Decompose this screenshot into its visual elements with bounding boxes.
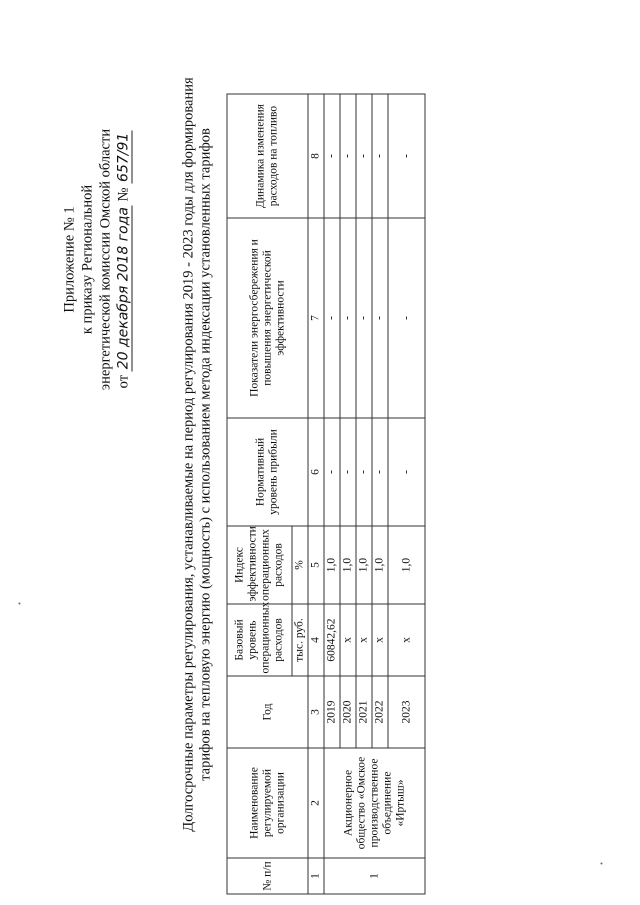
header-row [227,94,292,894]
col-number: 1 [308,858,324,894]
cell-base: х [340,604,356,676]
parameters-table [227,94,426,895]
cell-year: 2020 [340,676,356,748]
cell-fuel: - [340,94,356,218]
col-number: 4 [308,604,324,676]
header-base: Базовый уровень операционных расходов [227,604,292,676]
cell-fuel: - [388,94,425,218]
cell-base: 60842,62 [324,604,340,676]
title-line-1: Долгосрочные параметры регулирования, устанавливаемые на период регулирования 2019 - 2023 годы для формирования [180,77,197,832]
cell-year: 2021 [356,676,372,748]
cell-year: 2019 [324,676,340,748]
col-number: 2 [308,748,324,858]
cell-index: 1,0 [388,526,425,604]
organization-name: Акционерное общество «Омское производственное объединение «Иртыш» [324,748,425,858]
unit-index: % [292,526,308,604]
cell-index: 1,0 [324,526,340,604]
column-numbers-row [308,94,324,894]
cell-profit: - [340,418,356,526]
cell-profit: - [388,418,425,526]
header-num: № п/п [227,858,308,894]
cell-profit: - [372,418,388,526]
col-number: 5 [308,526,324,604]
col-number: 8 [308,94,324,218]
cell-base: х [356,604,372,676]
col-number: 6 [308,418,324,526]
cell-energy: - [356,218,372,418]
from-label: от [115,374,132,389]
cell-index: 1,0 [372,526,388,604]
cell-base: х [388,604,425,676]
cell-index: 1,0 [356,526,372,604]
document-title [181,45,215,865]
handwritten-date: 20 декабря 2018 года [115,207,132,370]
col-number: 7 [308,218,324,418]
unit-base: тыс. руб. [292,604,308,676]
cell-energy: - [324,218,340,418]
header-index: Индекс эффективности операционных расходов [227,526,292,604]
header-fuel: Динамика изменения расходов на топливо [227,94,308,218]
cell-profit: - [356,418,372,526]
scan-speck [19,603,21,605]
appendix-order-ref: к приказу Региональной [79,184,96,335]
col-number: 3 [308,676,324,748]
document-page [1,0,640,905]
cell-fuel: - [324,94,340,218]
appendix-header [61,95,133,425]
cell-year: 2022 [372,676,388,748]
title-line-2: тарифов на тепловую энергию (мощность) с использованием метода индексации установленных тарифов [197,128,214,781]
appendix-date-line [115,95,133,425]
row-number: 1 [324,858,425,894]
cell-energy: - [372,218,388,418]
cell-index: 1,0 [340,526,356,604]
cell-energy: - [388,218,425,418]
scan-speck [601,863,603,865]
cell-energy: - [340,218,356,418]
appendix-title: Приложение № 1 [61,206,78,313]
cell-year: 2023 [388,676,425,748]
header-profit: Нормативный уровень прибыли [227,418,308,526]
number-sign: № [115,187,132,202]
cell-base: х [372,604,388,676]
cell-fuel: - [356,94,372,218]
handwritten-number: 657/91 [115,132,132,182]
cell-profit: - [324,418,340,526]
cell-fuel: - [372,94,388,218]
table-row [324,94,340,894]
header-org: Наименование регулируемой организации [227,748,308,858]
header-energy: Показатели энергосбережения и повышения энергетической эффективности [227,218,308,418]
appendix-commission: энергетической комиссии Омской области [97,128,114,391]
header-year: Год [227,676,308,748]
